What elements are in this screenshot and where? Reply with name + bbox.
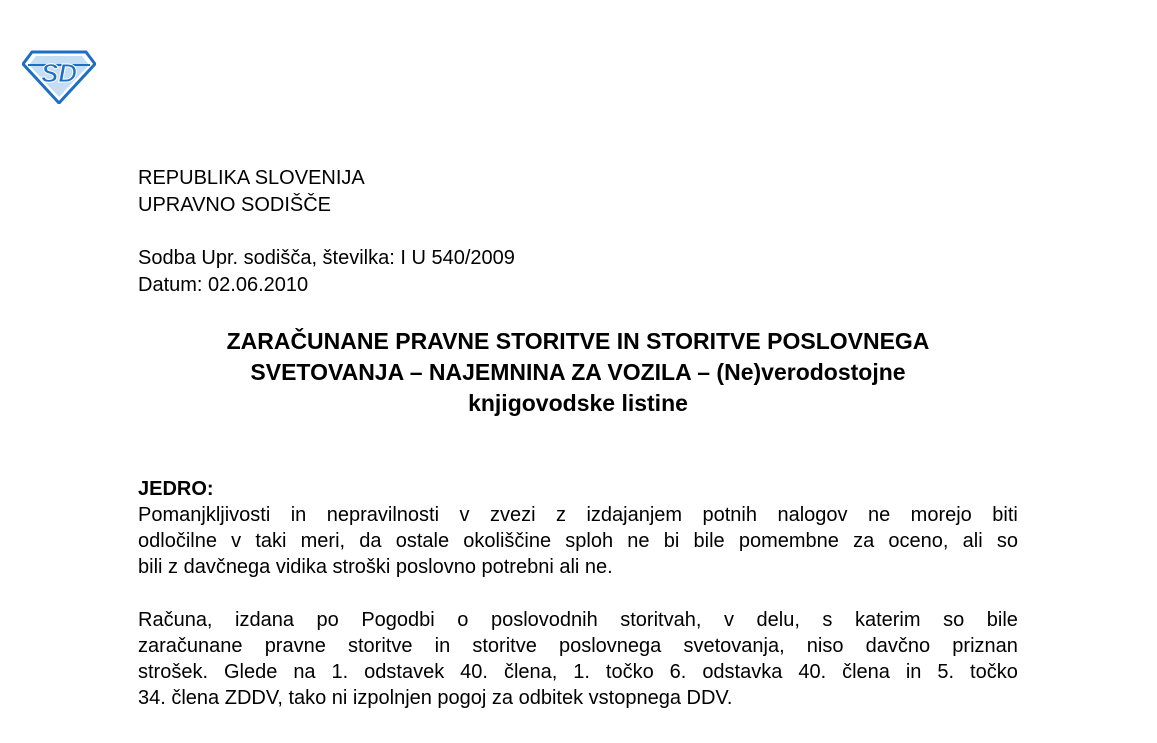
paragraph-line: bili z davčnega vidika stroški poslovno potrebni ali ne. — [138, 556, 613, 578]
case-date: Datum: 02.06.2010 — [138, 274, 309, 296]
logo-text: SD — [40, 58, 78, 88]
paragraph-line: strošek. Glede na 1. odstavek 40. člena, 1. točko 6. odstavka 40. člena in 5. točko — [138, 661, 1018, 683]
title-line-3: knjigovodske listine — [468, 390, 688, 416]
paragraph-line: Računa, izdana po Pogodbi o poslovodnih storitvah, v delu, s katerim so bile — [138, 609, 1018, 631]
document-title — [138, 326, 1018, 419]
paragraph-line: Pomanjkljivosti in nepravilnosti v zvezi z izdajanjem potnih nalogov ne morejo biti — [138, 504, 1018, 526]
case-info — [138, 245, 515, 299]
paragraph-2 — [138, 607, 1018, 711]
title-line-1: ZARAČUNANE PRAVNE STORITVE IN STORITVE POSLOVNEGA — [226, 328, 930, 354]
title-line-2: SVETOVANJA – NAJEMNINA ZA VOZILA – (Ne)verodostojne — [250, 359, 906, 385]
paragraph-line: zaračunane pravne storitve in storitve poslovnega svetovanja, niso davčno priznan — [138, 635, 1018, 657]
court-name: UPRAVNO SODIŠČE — [138, 194, 331, 216]
sd-logo-icon — [22, 48, 96, 104]
section-label: JEDRO: — [138, 478, 214, 500]
paragraph-line: 34. člena ZDDV, tako ni izpolnjen pogoj za odbitek vstopnega DDV. — [138, 687, 733, 709]
paragraph-1 — [138, 502, 1018, 580]
paragraph-line: odločilne v taki meri, da ostale okoliščine sploh ne bi bile pomembne za oceno, ali so — [138, 530, 1018, 552]
country-name: REPUBLIKA SLOVENIJA — [138, 167, 365, 189]
court-header — [138, 165, 365, 219]
case-number: Sodba Upr. sodišča, številka: I U 540/2009 — [138, 247, 515, 269]
